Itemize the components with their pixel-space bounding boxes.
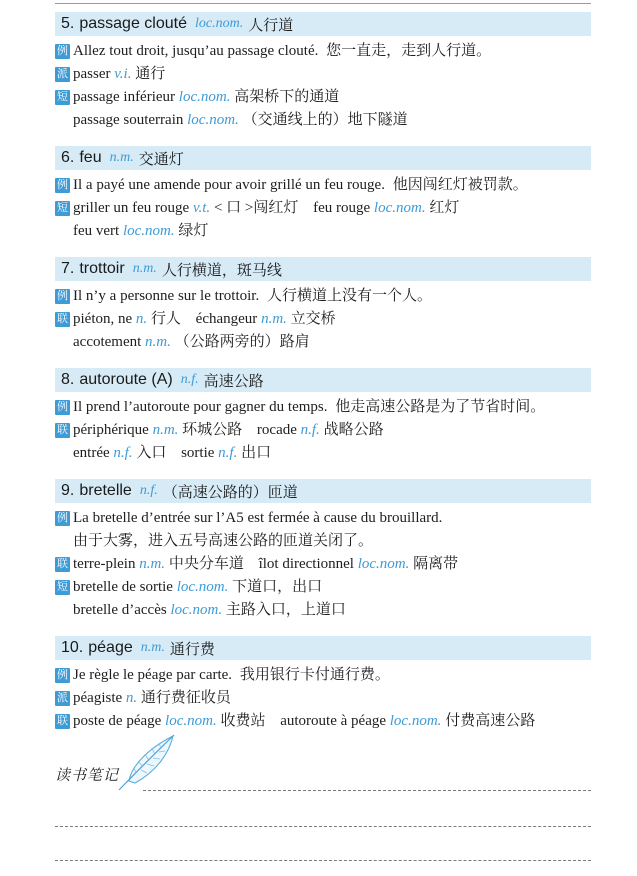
- vocabulary-page: [55, 12, 591, 747]
- part-of-speech: loc.nom.: [373, 200, 426, 216]
- example-badge: 例: [57, 669, 68, 681]
- term-meaning: 隔离带: [413, 556, 459, 572]
- example-chinese: 您一直走，走到人行道。: [326, 43, 492, 59]
- part-of-speech: n.f.: [218, 445, 238, 461]
- part-of-speech: loc.nom.: [389, 713, 442, 729]
- example-chinese: 由于大雾，进入五号高速公路的匝道关闭了。: [73, 533, 374, 549]
- phrase-line: [55, 86, 591, 109]
- example-chinese: 他走高速公路是为了节省时间。: [335, 399, 546, 415]
- example-line: [55, 664, 591, 687]
- part-of-speech: n.m.: [139, 556, 166, 572]
- part-of-speech: n.f.: [113, 445, 133, 461]
- entry-bretelle: [55, 479, 591, 622]
- related-badge: 联: [57, 313, 68, 325]
- entry-number: 8.: [61, 371, 75, 388]
- phrase-badge: 短: [57, 202, 68, 214]
- continuation-line: [55, 220, 591, 243]
- continuation-line: [55, 599, 591, 622]
- headword: bretelle: [79, 482, 132, 499]
- term: échangeur: [195, 311, 258, 327]
- headword: autoroute (A): [79, 371, 173, 388]
- related-line: [55, 710, 591, 733]
- entry-heading: [55, 636, 591, 660]
- entry-number: 9.: [61, 482, 75, 499]
- term-meaning: （交通线上的）地下隧道: [242, 112, 408, 128]
- headword-meaning: 通行费: [169, 640, 215, 658]
- related-line: [55, 419, 591, 442]
- notes-line: [55, 860, 591, 861]
- term: péagiste: [73, 690, 123, 706]
- example-badge: 例: [57, 401, 68, 413]
- term-meaning: 立交桥: [290, 311, 336, 327]
- example-french: Il n’y a personne sur le trottoir.: [73, 288, 260, 304]
- entry-heading: [55, 479, 591, 503]
- entry-number: 5.: [61, 15, 75, 32]
- headword-part-of-speech: n.m.: [109, 150, 134, 165]
- headword-part-of-speech: n.m.: [132, 261, 157, 276]
- derivative-line: [55, 687, 591, 710]
- entry-number: 10.: [61, 639, 84, 656]
- entry-number: 7.: [61, 260, 75, 277]
- example-french: Il a payé une amende pour avoir grillé un feu rouge.: [73, 177, 385, 193]
- phrase-badge: 短: [57, 91, 68, 103]
- term-meaning: 环城公路: [182, 422, 243, 438]
- entry-passage-cloute: [55, 12, 591, 132]
- term-meaning: 主路入口，上道口: [225, 602, 346, 618]
- term: passage inférieur: [73, 89, 176, 105]
- term-meaning: 行人: [150, 311, 181, 327]
- headword-meaning: 人行横道，斑马线: [161, 261, 282, 279]
- continuation-line: [55, 442, 591, 465]
- part-of-speech: n.m.: [145, 334, 171, 350]
- notes-line: [143, 790, 591, 791]
- example-chinese: 他因闯红灯被罚款。: [392, 177, 528, 193]
- related-badge: 联: [57, 715, 68, 727]
- part-of-speech: v.i.: [114, 66, 132, 82]
- headword-meaning: 高速公路: [203, 372, 264, 390]
- term-meaning: 中央分车道: [168, 556, 244, 572]
- part-of-speech: n.m.: [152, 422, 179, 438]
- entry-peage: [55, 636, 591, 733]
- top-rule: [55, 3, 591, 4]
- part-of-speech: n.f.: [300, 422, 320, 438]
- part-of-speech: loc.nom.: [122, 223, 175, 239]
- entry-heading: [55, 12, 591, 36]
- headword-meaning: 交通灯: [138, 150, 184, 168]
- headword-part-of-speech: loc.nom.: [194, 16, 244, 31]
- entry-feu: [55, 146, 591, 243]
- entry-heading: [55, 257, 591, 281]
- notes-line: [55, 826, 591, 827]
- headword: trottoir: [79, 260, 125, 277]
- term: feu vert: [73, 223, 120, 239]
- part-of-speech: n.: [135, 311, 148, 327]
- part-of-speech: n.m.: [261, 311, 287, 327]
- example-line: [55, 507, 591, 530]
- continuation-line: [55, 530, 591, 553]
- term-meaning: < 口 >闯红灯: [213, 200, 299, 216]
- derivative-badge: 派: [57, 68, 68, 80]
- related-badge: 联: [57, 558, 68, 570]
- phrase-line: [55, 576, 591, 599]
- term: sortie: [181, 445, 215, 461]
- related-line: [55, 308, 591, 331]
- term: îlot directionnel: [258, 556, 354, 572]
- term: piéton, ne: [73, 311, 133, 327]
- headword-part-of-speech: n.m.: [140, 640, 165, 655]
- derivative-badge: 派: [57, 692, 68, 704]
- example-badge: 例: [57, 512, 68, 524]
- phrase-badge: 短: [57, 581, 68, 593]
- example-badge: 例: [57, 45, 68, 57]
- reading-notes-label: 读书笔记: [55, 766, 120, 784]
- example-french: Allez tout droit, jusqu’au passage clouté.: [73, 43, 319, 59]
- phrase-line: [55, 197, 591, 220]
- term: bretelle de sortie: [73, 579, 173, 595]
- related-badge: 联: [57, 424, 68, 436]
- term-meaning: 出口: [241, 445, 272, 461]
- example-chinese: 我用银行卡付通行费。: [239, 667, 390, 683]
- term-meaning: 下道口，出口: [232, 579, 323, 595]
- term-meaning: 通行: [135, 66, 166, 82]
- term-meaning: 高架桥下的通道: [234, 89, 340, 105]
- entry-heading: [55, 146, 591, 170]
- headword-part-of-speech: n.f.: [139, 483, 158, 498]
- continuation-line: [55, 331, 591, 354]
- related-line: [55, 553, 591, 576]
- feather-icon: [117, 733, 177, 791]
- example-french: Il prend l’autoroute pour gagner du temps.: [73, 399, 328, 415]
- term: passer: [73, 66, 111, 82]
- term: accotement: [73, 334, 142, 350]
- example-line: [55, 285, 591, 308]
- headword: feu: [79, 149, 102, 166]
- term: passage souterrain: [73, 112, 184, 128]
- entry-autoroute: [55, 368, 591, 465]
- term: feu rouge: [313, 200, 371, 216]
- part-of-speech: n.: [125, 690, 138, 706]
- part-of-speech: loc.nom.: [170, 602, 223, 618]
- term-meaning: 收费站: [220, 713, 266, 729]
- term-meaning: 付费高速公路: [445, 713, 536, 729]
- term: entrée: [73, 445, 110, 461]
- term: bretelle d’accès: [73, 602, 167, 618]
- term: griller un feu rouge: [73, 200, 190, 216]
- term-meaning: （公路两旁的）路肩: [174, 334, 310, 350]
- derivative-line: [55, 63, 591, 86]
- term-meaning: 红灯: [429, 200, 460, 216]
- term-meaning: 绿灯: [178, 223, 209, 239]
- term-meaning: 战略公路: [323, 422, 384, 438]
- part-of-speech: v.t.: [192, 200, 211, 216]
- term: périphérique: [73, 422, 149, 438]
- example-badge: 例: [57, 290, 68, 302]
- term-meaning: 通行费征收员: [140, 690, 231, 706]
- part-of-speech: loc.nom.: [176, 579, 229, 595]
- term: rocade: [256, 422, 297, 438]
- continuation-line: [55, 109, 591, 132]
- entry-heading: [55, 368, 591, 392]
- headword-part-of-speech: n.f.: [180, 372, 199, 387]
- example-line: [55, 396, 591, 419]
- example-line: [55, 174, 591, 197]
- term: poste de péage: [73, 713, 162, 729]
- entry-trottoir: [55, 257, 591, 354]
- entry-number: 6.: [61, 149, 75, 166]
- term-meaning: 入口: [136, 445, 167, 461]
- headword: passage clouté: [79, 15, 187, 32]
- part-of-speech: loc.nom.: [165, 713, 217, 729]
- headword: péage: [88, 639, 133, 656]
- part-of-speech: loc.nom.: [357, 556, 410, 572]
- example-french: Je règle le péage par carte.: [73, 667, 233, 683]
- headword-meaning: 人行道: [248, 16, 294, 34]
- part-of-speech: loc.nom.: [187, 112, 239, 128]
- example-badge: 例: [57, 179, 68, 191]
- term: terre-plein: [73, 556, 136, 572]
- term: autoroute à péage: [280, 713, 387, 729]
- example-chinese: 人行横道上没有一个人。: [266, 288, 432, 304]
- example-french: La bretelle d’entrée sur l’A5 est fermée à cause du brouillard.: [73, 510, 443, 526]
- headword-meaning: （高速公路的）匝道: [162, 483, 298, 501]
- part-of-speech: loc.nom.: [178, 89, 231, 105]
- example-line: [55, 40, 591, 63]
